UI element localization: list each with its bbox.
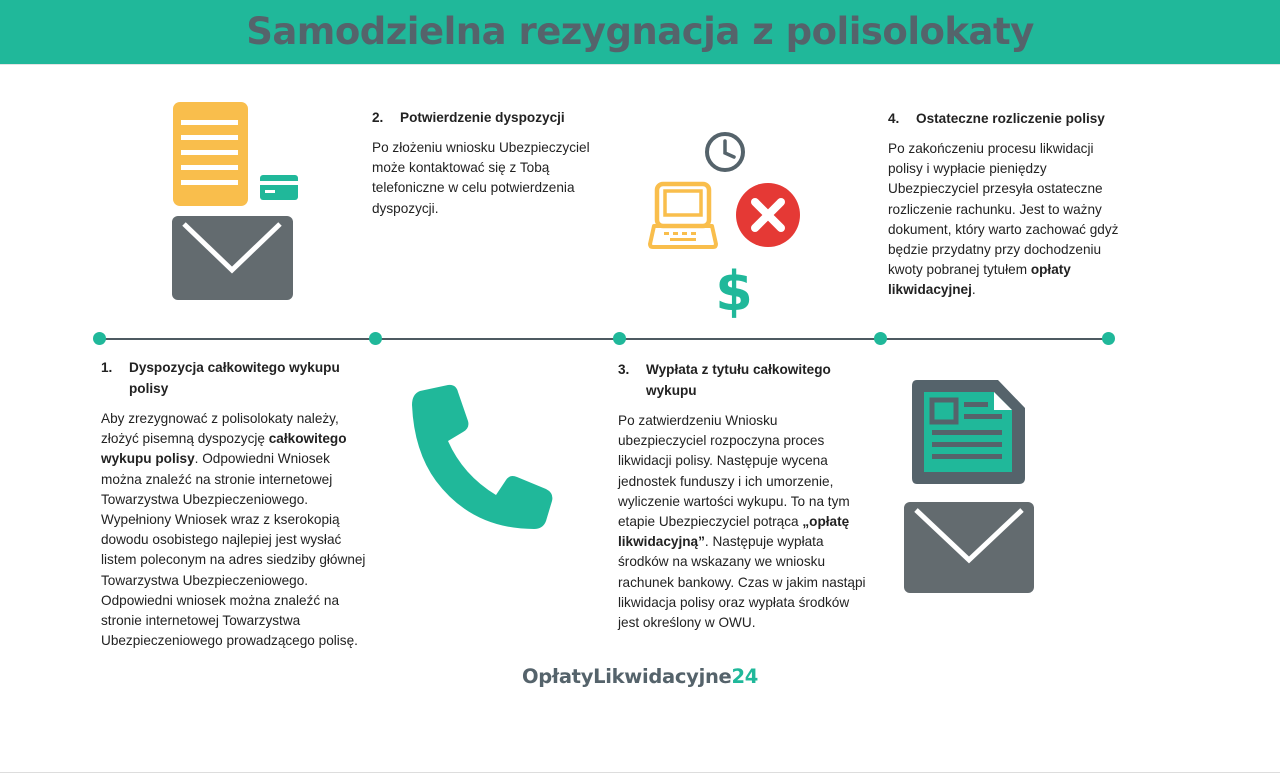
text: . Następuje wypłata środków na wskazany we wniosku rachunek bankowy. Czas w jakim nastąpi likwidacja polisy oraz wypłata środków jest określony w OWU. xyxy=(618,534,866,631)
step-title: Wypłata z tytułu całkowitego wykupu xyxy=(646,362,831,398)
step-2-heading xyxy=(372,107,602,128)
step-3-body xyxy=(618,411,868,633)
envelope-icon xyxy=(902,500,1036,595)
step-4 xyxy=(888,108,1120,301)
brand-accent: 24 xyxy=(731,665,759,688)
document-envelope-icon xyxy=(168,100,303,305)
step-2 xyxy=(372,107,602,219)
clock-icon xyxy=(703,130,747,174)
timeline-dot xyxy=(369,332,382,345)
credit-card-icon xyxy=(260,175,298,200)
news-document-icon xyxy=(910,378,1028,488)
step-number: 4. xyxy=(888,111,900,126)
bottom-divider xyxy=(0,772,1280,773)
brand-name: OpłatyLikwidacyjne xyxy=(521,665,732,688)
timeline-dot xyxy=(1102,332,1115,345)
text: Aby zrezygnować z polisolokaty należy, złożyć pisemną dyspozycję xyxy=(101,411,339,447)
bold-text: opłaty likwidacyjnej xyxy=(888,262,1071,298)
text: Po zatwierdzeniu Wniosku ubezpieczyciel rozpoczyna proces likwidacji polisy. Następuje wycena jednostek funduszy i ich umorzenie, wyliczenie wartości wykupu. To na tym etapie Ubezpieczyciel potrąca xyxy=(618,413,850,530)
envelope-icon xyxy=(172,216,293,300)
step-1-body xyxy=(101,409,371,651)
bold-text: „opłatę likwidacyjną” xyxy=(618,514,850,550)
timeline-dot xyxy=(613,332,626,345)
step-title: Ostateczne rozliczenie polisy xyxy=(916,111,1105,126)
x-circle-icon xyxy=(734,181,802,249)
step-number: 1. xyxy=(101,360,113,375)
timeline-line xyxy=(99,338,1109,340)
step-number: 3. xyxy=(618,362,630,377)
timeline-dot xyxy=(93,332,106,345)
step-title: Dyspozycja całkowitego wykupu polisy xyxy=(129,360,340,396)
step-4-body xyxy=(888,139,1120,301)
text: . xyxy=(971,282,976,298)
step-3 xyxy=(618,359,868,633)
text: . Odpowiedni Wniosek można znaleźć na stronie internetowej Towarzystwa Ubezpieczeniowego. Wypełniony Wniosek wraz z kserokopią dowodu osobistego najlepiej jest wysłać listem poleconym na adres siedziby głównej Towarzystwa Ubezpieczeniowego. Odpowiedni wniosek można znaleźć na stronie internetowej Towarzystwa Ubezpieczeniowego prowadzącego polisę. xyxy=(101,451,366,649)
svg-text:$: $ xyxy=(715,262,753,318)
text: Po złożeniu wniosku Ubezpieczyciel może kontaktować się z Tobą telefoniczne w celu potwierdzenia dyspozycji. xyxy=(372,140,590,216)
step-1 xyxy=(101,357,371,651)
step-2-body xyxy=(372,138,602,219)
page-title: Samodzielna rezygnacja z polisolokaty xyxy=(246,10,1034,53)
step-1-heading xyxy=(101,357,371,399)
header-divider xyxy=(0,64,1280,65)
step-title: Potwierdzenie dyspozycji xyxy=(400,110,565,125)
laptop-icon xyxy=(646,180,720,250)
step-4-heading xyxy=(888,108,1120,129)
phone-icon xyxy=(408,383,558,533)
dollar-icon xyxy=(710,262,758,318)
header-banner xyxy=(0,0,1280,64)
step-number: 2. xyxy=(372,110,384,125)
timeline-dot xyxy=(874,332,887,345)
text: Po zakończeniu procesu likwidacji polisy i wypłacie pieniędzy Ubezpieczyciel przesyła ostateczne rozliczenie rachunku. Jest to ważny dokument, który warto zachować gdyż będzie przydatny przy dochodzeniu kwoty pobranej tytułem xyxy=(888,141,1119,278)
brand-logo xyxy=(0,665,1280,688)
bold-text: całkowitego wykupu polisy xyxy=(101,431,347,467)
step-3-heading xyxy=(618,359,868,401)
